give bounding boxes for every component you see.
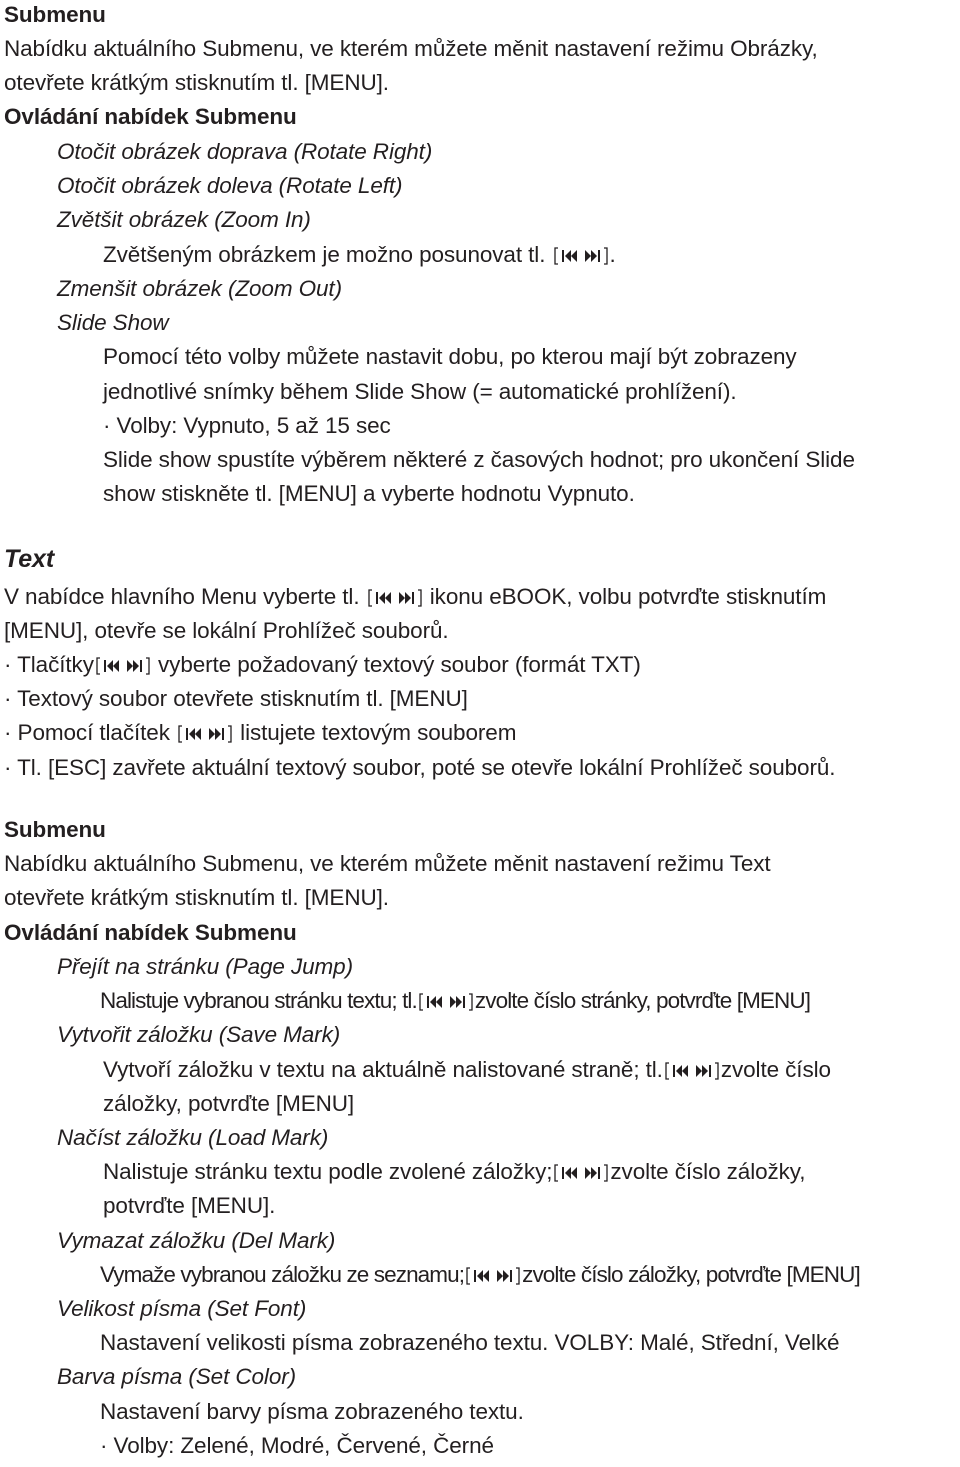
menu-item-set-font: Velikost písma (Set Font) [57, 1296, 307, 1321]
prev-next-buttons-icon [665, 1060, 719, 1082]
menu-item-description [103, 240, 616, 270]
bullet-text: · Pomocí tlačítek [4, 720, 170, 745]
menu-item-description [100, 986, 810, 1016]
paragraph-line: otevřete krátkým stisknutím tl. [MENU]. [4, 885, 389, 910]
prev-next-buttons-icon [554, 245, 608, 267]
options-line: · Volby: Zelené, Modré, Červené, Černé [100, 1433, 494, 1458]
menu-item-description: show stiskněte tl. [MENU] a vyberte hodnotu Vypnuto. [103, 481, 635, 506]
paragraph-line: [MENU], otevře se lokální Prohlížeč souborů. [4, 618, 449, 643]
menu-item-description [103, 1055, 831, 1085]
menu-item-rotate-left: Otočit obrázek doleva (Rotate Left) [57, 173, 403, 198]
menu-item-description: Pomocí této volby můžete nastavit dobu, po kterou mají být zobrazeny [103, 344, 797, 369]
menu-item-rotate-right: Otočit obrázek doprava (Rotate Right) [57, 139, 433, 164]
bullet-item [4, 718, 516, 748]
menu-item-zoom-out: Zmenšit obrázek (Zoom Out) [57, 276, 342, 301]
paragraph-text: ikonu eBOOK, volbu potvrďte stisknutím [429, 584, 827, 609]
description-text: zvolte číslo [720, 1057, 831, 1082]
menu-item-description [100, 1260, 860, 1290]
paragraph-line: Nabídku aktuálního Submenu, ve kterém můžete měnit nastavení režimu Text [4, 851, 771, 876]
description-text: zvolte číslo záložky, potvrďte [MENU] [522, 1262, 860, 1287]
description-text: zvolte číslo stránky, potvrďte [MENU] [474, 988, 811, 1013]
menu-item-page-jump: Přejít na stránku (Page Jump) [57, 954, 353, 979]
paragraph-line: otevřete krátkým stisknutím tl. [MENU]. [4, 70, 389, 95]
bullet-item [4, 650, 641, 680]
section-heading-text: Text [4, 545, 55, 573]
description-text: Zvětšeným obrázkem je možno posunovat tl. [103, 242, 546, 267]
bullet-item: · Textový soubor otevřete stisknutím tl. [MENU] [4, 686, 468, 711]
bullet-text: vyberte požadovaný textový soubor (formát TXT) [158, 652, 641, 677]
prev-next-buttons-icon [554, 1162, 608, 1184]
paragraph-line: Nabídku aktuálního Submenu, ve kterém můžete měnit nastavení režimu Obrázky, [4, 36, 818, 61]
bullet-item: · Tl. [ESC] zavřete aktuální textový soubor, poté se otevře lokální Prohlížeč souborů. [4, 755, 836, 780]
menu-item-description: Nastavení velikosti písma zobrazeného textu. VOLBY: Malé, Střední, Velké [100, 1330, 840, 1355]
menu-item-description [103, 1157, 805, 1187]
menu-item-description: Nastavení barvy písma zobrazeného textu. [100, 1399, 524, 1424]
menu-item-slide-show: Slide Show [57, 310, 169, 335]
bullet-text: · Tlačítky [4, 652, 94, 677]
paragraph-text: V nabídce hlavního Menu vyberte tl. [4, 584, 360, 609]
description-text: Nalistuje stránku textu podle zvolené záložky; [103, 1159, 553, 1184]
prev-next-buttons-icon [96, 655, 150, 677]
options-line: · Volby: Vypnuto, 5 až 15 sec [103, 413, 391, 438]
menu-item-description: záložky, potvrďte [MENU] [103, 1091, 355, 1116]
menu-item-del-mark: Vymazat záložku (Del Mark) [57, 1228, 336, 1253]
prev-next-buttons-icon [466, 1265, 520, 1287]
subheading-controls: Ovládání nabídek Submenu [4, 920, 297, 945]
prev-next-buttons-icon [368, 587, 422, 609]
prev-next-buttons-icon [419, 991, 473, 1013]
bullet-text: listujete textovým souborem [240, 720, 517, 745]
description-text: . [609, 242, 616, 267]
menu-item-set-color: Barva písma (Set Color) [57, 1364, 297, 1389]
menu-item-save-mark: Vytvořit záložku (Save Mark) [57, 1022, 341, 1047]
menu-item-description: Slide show spustíte výběrem některé z časových hodnot; pro ukončení Slide [103, 447, 855, 472]
section-heading-submenu: Submenu [4, 2, 106, 27]
description-text: zvolte číslo záložky, [610, 1159, 806, 1184]
prev-next-buttons-icon [178, 723, 232, 745]
description-text: Vytvoří záložku v textu na aktuálně nalistované straně; tl. [103, 1057, 663, 1082]
subheading-controls: Ovládání nabídek Submenu [4, 104, 297, 129]
description-text: Nalistuje vybranou stránku textu; tl. [100, 988, 417, 1013]
paragraph-line [4, 582, 826, 612]
menu-item-zoom-in: Zvětšit obrázek (Zoom In) [57, 207, 311, 232]
menu-item-description: jednotlivé snímky během Slide Show (= automatické prohlížení). [103, 379, 737, 404]
menu-item-load-mark: Načíst záložku (Load Mark) [57, 1125, 329, 1150]
description-text: Vymaže vybranou záložku ze seznamu; [100, 1262, 465, 1287]
section-heading-submenu: Submenu [4, 817, 106, 842]
menu-item-description: potvrďte [MENU]. [103, 1193, 276, 1218]
